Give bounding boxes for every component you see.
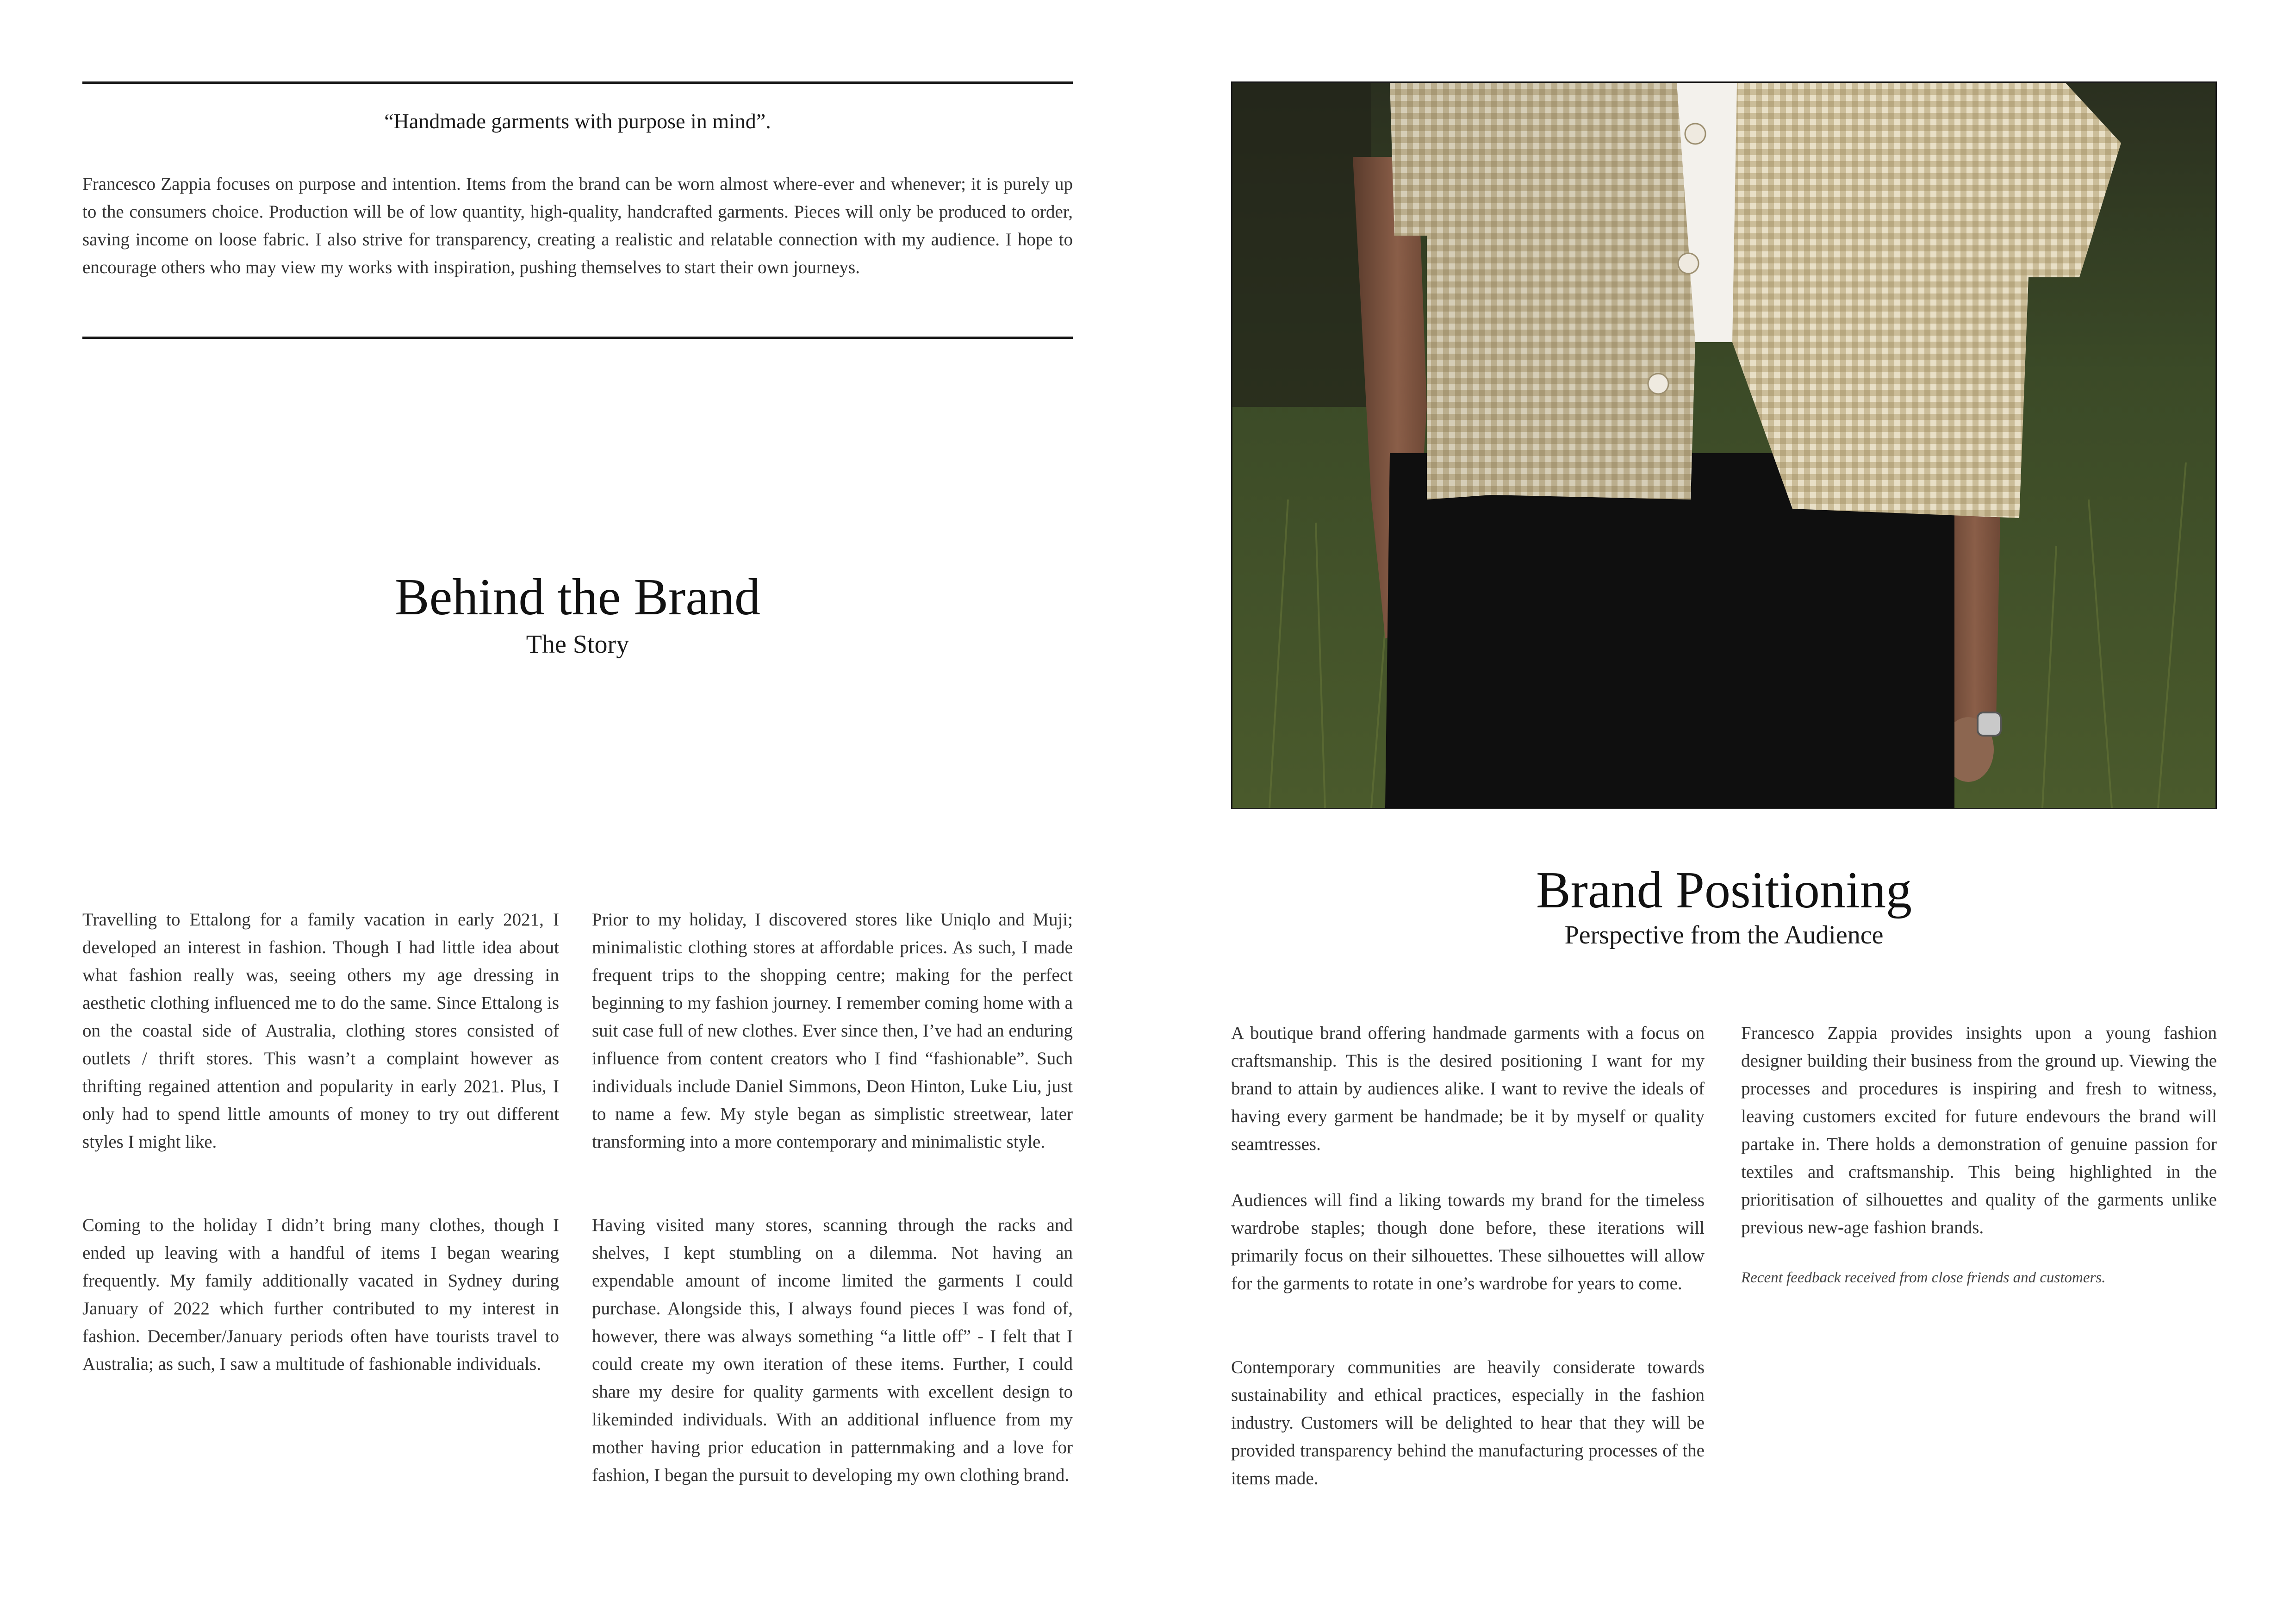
positioning-paragraph: A boutique brand offering handmade garments with a focus on craftsmanship. This is the desired positioning I want for my brand to attain by audiences alike. I want to revive the ideals of having every garment be handmade; be it by myself or quality seamtresses.	[1231, 1023, 1705, 1154]
story-paragraph: Travelling to Ettalong for a family vacation in early 2021, I developed an interest in fashion. Though I had little idea about what fashion really was, seeing others my age dressing in aesthetic clothing influenced me to do the same. Since Ettalong is on the coastal side of Australia, clothing stores consisted of outlets / thrift stores. This wasn’t a complaint however as thrifting regained attention and popularity in early 2021. Plus, I only had to spend little amounts of money to try out different styles I might like.	[82, 910, 559, 1152]
story-subtitle: The Story	[526, 630, 629, 659]
feedback-paragraph: Francesco Zappia provides insights upon a young fashion designer building their business from the ground up. Viewing the processes and procedures is inspiring and fresh to witness, leaving customers excited for future endevours the brand will partake in. There holds a demonstration of genuine passion for textiles and craftsmanship. This being highlighted in the prioritisation of silhouettes and quality of the garments unlike previous new-age fashion brands.	[1741, 1023, 2217, 1237]
feedback-caption: Recent feedback received from close friends and customers.	[1741, 1269, 2106, 1286]
story-paragraph: Prior to my holiday, I discovered stores like Uniqlo and Muji; minimalistic clothing stores at affordable prices. As such, I made frequent trips to the shopping centre; making for the perfect beginning to my fashion journey. I remember coming home with a suit case full of new clothes. Ever since then, I’ve had an enduring influence from content creators who I find “fashionable”. Such individuals include Daniel Simmons, Deon Hinton, Luke Liu, just to name a few. My style began as simplistic streetwear, later transforming into a more contemporary and minimalistic style.	[592, 910, 1073, 1152]
top-divider	[82, 81, 1073, 84]
intro-paragraph: Francesco Zappia focuses on purpose and intention. Items from the brand can be worn almost where-ever and whenever; it is purely up to the consumers choice. Production will be of low quantity, high-quality, handcrafted garments. Pieces will only be produced to order, saving income on loose fabric. I also strive for transparency, creating a realistic and relatable connection with my audience. I hope to encourage others who may view my works with inspiration, pushing themselves to start their own journeys.	[82, 174, 1073, 277]
story-paragraph: Coming to the holiday I didn’t bring many clothes, though I ended up leaving with a handful of items I began wearing frequently. My family additionally vacated in Sydney during January of 2022 which further contributed to my interest in fashion. December/January periods often have tourists travel to Australia; as such, I saw a multitude of fashionable individuals.	[82, 1215, 559, 1374]
model-photo	[1231, 81, 2217, 809]
positioning-paragraph: Contemporary communities are heavily considerate towards sustainability and ethical practices, especially in the fashion industry. Customers will be delighted to hear that they will be provided transparency behind the manufacturing processes of the items made.	[1231, 1357, 1705, 1488]
positioning-paragraph: Audiences will find a liking towards my brand for the timeless wardrobe staples; though done before, these iterations will primarily focus on their silhouettes. These silhouettes will allow for the garments to rotate in one’s wardrobe for years to come.	[1231, 1190, 1705, 1293]
bottom-divider	[82, 337, 1073, 339]
positioning-subtitle: Perspective from the Audience	[1564, 921, 1884, 949]
story-paragraph: Having visited many stores, scanning through the racks and shelves, I kept stumbling on a dilemma. Not having an expendable amount of income limited the garments I could purchase. Alongside this, I always found pieces I was fond of, however, there was always something “a little off” - I felt that I could create my own iteration of these items. Further, I could share my desire for quality garments with excellent design to likeminded individuals. With an additional influence from my mother having prior education in patternmaking and a love for fashion, I began the pursuit to developing my own clothing brand.	[592, 1215, 1073, 1485]
brand-positioning-title: Brand Positioning	[1536, 862, 1912, 919]
brand-quote: “Handmade garments with purpose in mind”.	[384, 109, 771, 133]
behind-the-brand-title: Behind the Brand	[394, 568, 761, 626]
